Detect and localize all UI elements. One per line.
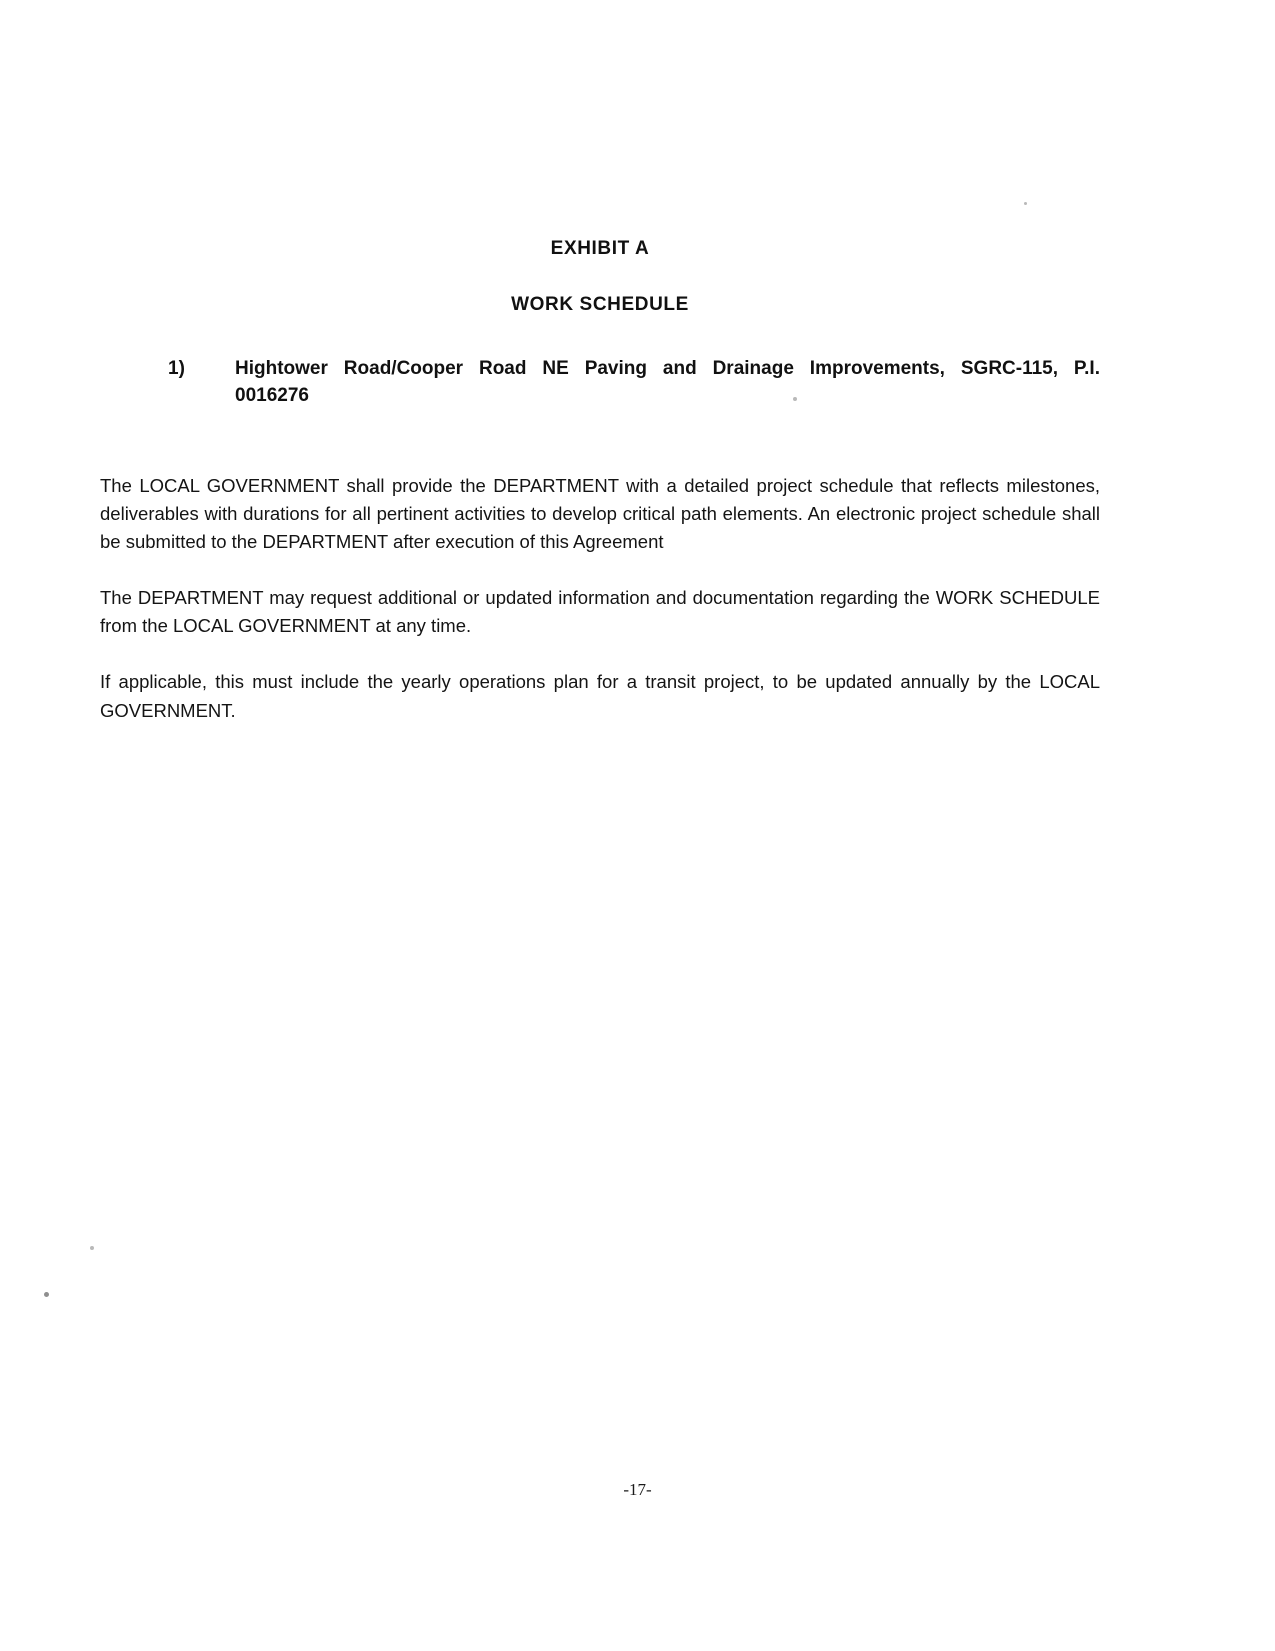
list-item-line-1: Hightower Road/Cooper Road NE Paving and Drainage Improvements, SGRC-115, P.I. bbox=[235, 358, 1100, 379]
page-subtitle: WORK SCHEDULE bbox=[511, 294, 689, 315]
paragraph-department-request: The DEPARTMENT may request additional or updated information and documentation regarding the WORK SCHEDULE from the LOCAL GOVERNMENT at any time. bbox=[100, 587, 1100, 637]
page-title: EXHIBIT A bbox=[550, 238, 650, 259]
document-content bbox=[100, 0, 1100, 1651]
list-item-marker: 1) bbox=[168, 358, 185, 379]
scan-speck bbox=[44, 1292, 49, 1297]
scan-speck bbox=[90, 1246, 94, 1250]
scan-speck bbox=[793, 397, 797, 401]
scan-speck bbox=[1024, 202, 1027, 205]
list-item-body bbox=[172, 356, 1100, 410]
list-item-line-2: 0016276 bbox=[235, 384, 309, 406]
list-item bbox=[100, 356, 1100, 410]
title-block bbox=[100, 0, 1100, 316]
page-number: -17- bbox=[623, 1480, 652, 1499]
paragraph-transit-operations-plan: If applicable, this must include the yearly operations plan for a transit project, to be updated annually by the LOCAL GOVERNMENT. bbox=[100, 671, 1100, 721]
paragraph-local-government-schedule: The LOCAL GOVERNMENT shall provide the DEPARTMENT with a detailed project schedule that reflects milestones, deliverables with durations for all pertinent activities to develop critical path elements. An electronic project schedule shall be submitted to the DEPARTMENT after execution of this Agreement bbox=[100, 474, 1100, 553]
